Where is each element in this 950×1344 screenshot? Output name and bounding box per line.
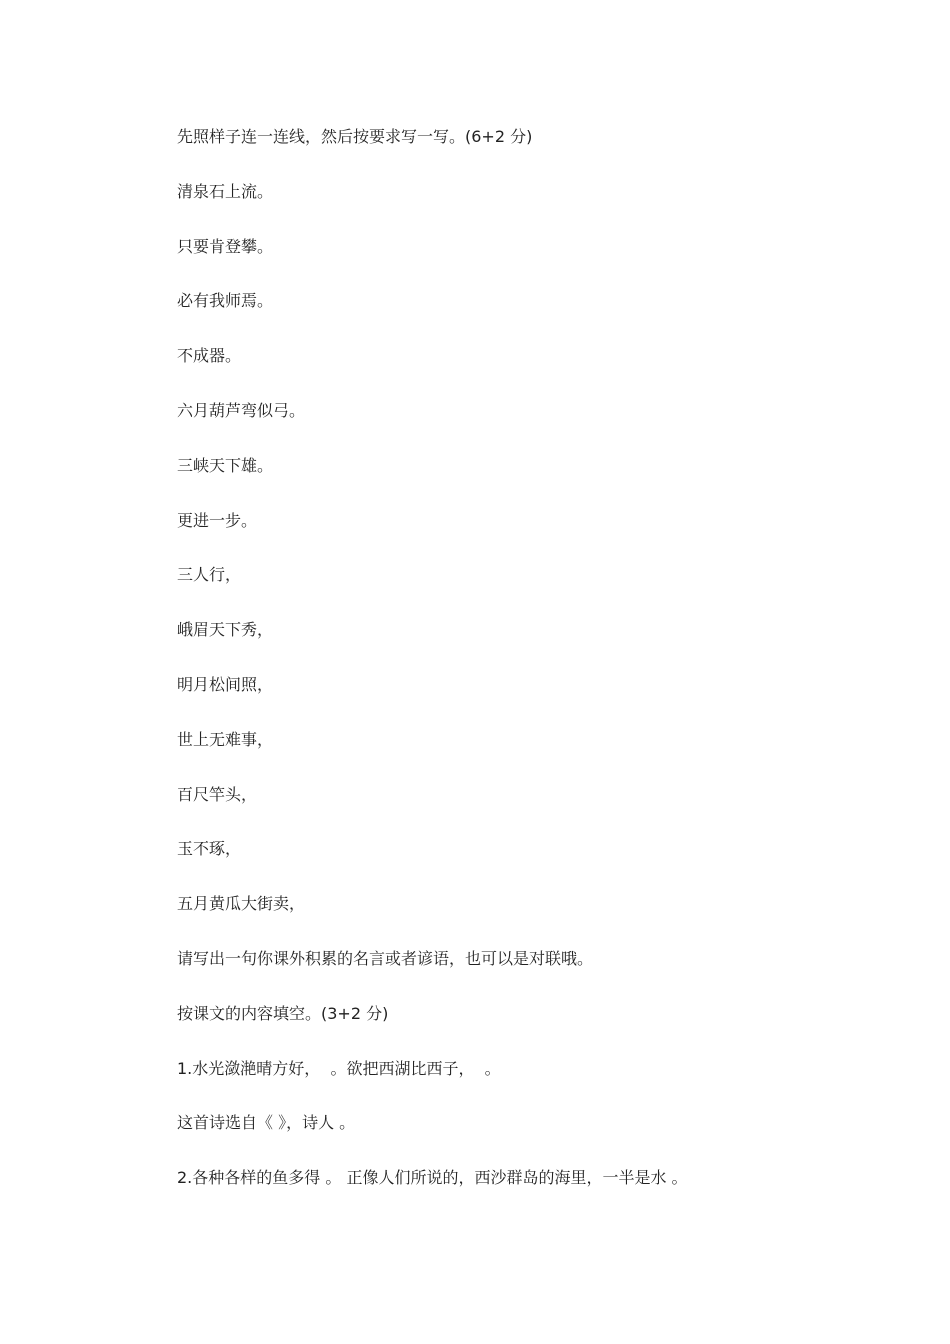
phrase-line: 六月葫芦弯似弓。 [177,400,306,420]
phrase-line: 三人行， [177,565,242,585]
phrase-line: 不成器。 [177,346,242,366]
question-1: 1.水光潋滟晴方好， 。欲把西湖比西子， 。 [177,1058,501,1078]
phrase-line: 三峡天下雄。 [177,455,274,475]
phrase-line: 百尺竿头， [177,784,258,804]
phrase-line: 清泉石上流。 [177,181,274,201]
question-1-followup: 这首诗选自《 》，诗人 。 [177,1113,356,1133]
phrase-line: 只要肯登攀。 [177,236,274,256]
instruction-fill-blank: 按课文的内容填空。(3+2 分) [177,1003,389,1023]
instruction-matching: 先照样子连一连线，然后按要求写一写。(6+2 分) [177,127,533,146]
document-body [177,124,897,1220]
phrase-line: 明月松间照， [177,674,274,694]
phrase-line: 五月黄瓜大街卖， [177,894,306,914]
phrase-line: 必有我师焉。 [177,291,274,311]
instruction-proverb: 请写出一句你课外积累的名言或者谚语，也可以是对联哦。 [177,948,594,968]
phrase-line: 更进一步。 [177,510,258,530]
phrase-line: 世上无难事， [177,729,274,749]
phrase-line: 玉不琢， [177,839,242,859]
phrase-line: 峨眉天下秀， [177,620,274,640]
question-2: 2.各种各样的鱼多得 。 正像人们所说的，西沙群岛的海里，一半是水 。 [177,1168,688,1188]
